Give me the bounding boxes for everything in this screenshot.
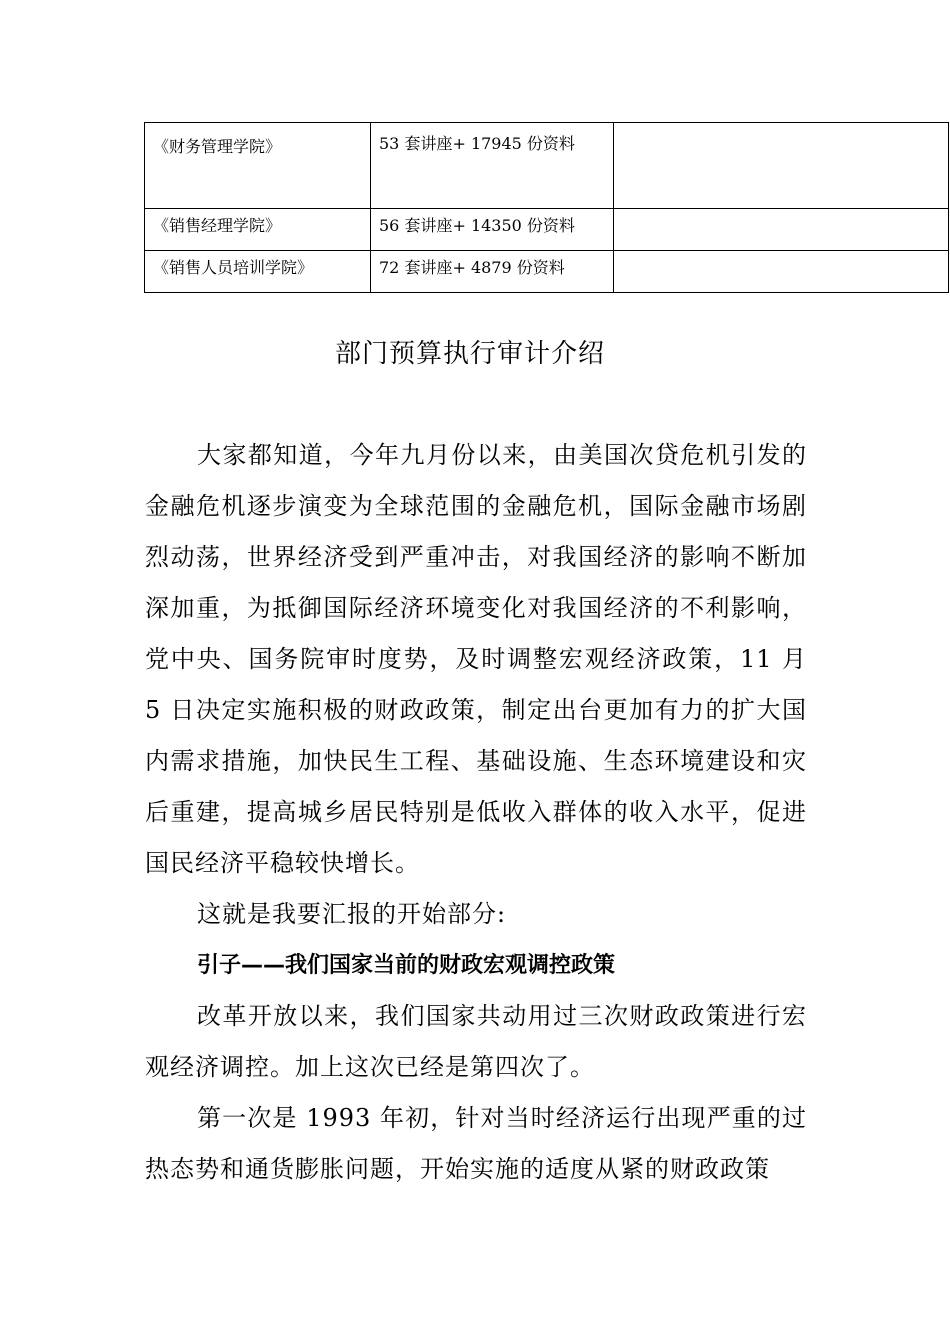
table-cell-name: 《销售人员培训学院》 bbox=[145, 251, 371, 293]
body-paragraph: 大家都知道，今年九月份以来，由美国次贷危机引发的金融危机逐步演变为全球范围的金融危机，国际金融市场剧烈动荡，世界经济受到严重冲击，对我国经济的影响不断加深加重，为抵御国际经济环境变化对我国经济的不利影响，党中央、国务院审时度势，及时调整宏观经济政策，11 月 5 日决定实施积极的财政政策，制定出台更加有力的扩大国内需求措施，加快民生工程、基础设施、生态环境建设和灾后重建，提高城乡居民特别是低收入群体的收入水平，促进国民经济平稳较快增长。 bbox=[145, 441, 807, 877]
table-cell-content: 53 套讲座+ 17945 份资料 bbox=[371, 123, 614, 209]
document-title-text: 部门预算执行审计介绍 bbox=[334, 339, 605, 369]
table-row bbox=[145, 123, 949, 209]
table-cell-name: 《销售经理学院》 bbox=[145, 209, 371, 251]
table-row bbox=[145, 209, 949, 251]
body-paragraph: 第一次是 1993 年初，针对当时经济运行出现严重的过热态势和通货膨胀问题，开始实施的适度从紧的财政政策 bbox=[145, 1104, 807, 1183]
table-cell-note bbox=[614, 209, 949, 251]
table-cell-name: 《财务管理学院》 bbox=[145, 123, 371, 209]
table-cell-content: 56 套讲座+ 14350 份资料 bbox=[371, 209, 614, 251]
body-paragraph: 这就是我要汇报的开始部分: bbox=[197, 900, 507, 928]
section-heading: 引子——我们国家当前的财政宏观调控政策 bbox=[197, 953, 616, 978]
document-body bbox=[145, 430, 807, 1195]
table-cell-note bbox=[614, 251, 949, 293]
table-cell-note bbox=[614, 123, 949, 209]
table-cell-content: 72 套讲座+ 4879 份资料 bbox=[371, 251, 614, 293]
catalog-table bbox=[144, 122, 949, 293]
table-row bbox=[145, 251, 949, 293]
body-paragraph: 改革开放以来，我们国家共动用过三次财政政策进行宏观经济调控。加上这次已经是第四次了。 bbox=[145, 1002, 807, 1081]
document-title bbox=[0, 333, 950, 370]
